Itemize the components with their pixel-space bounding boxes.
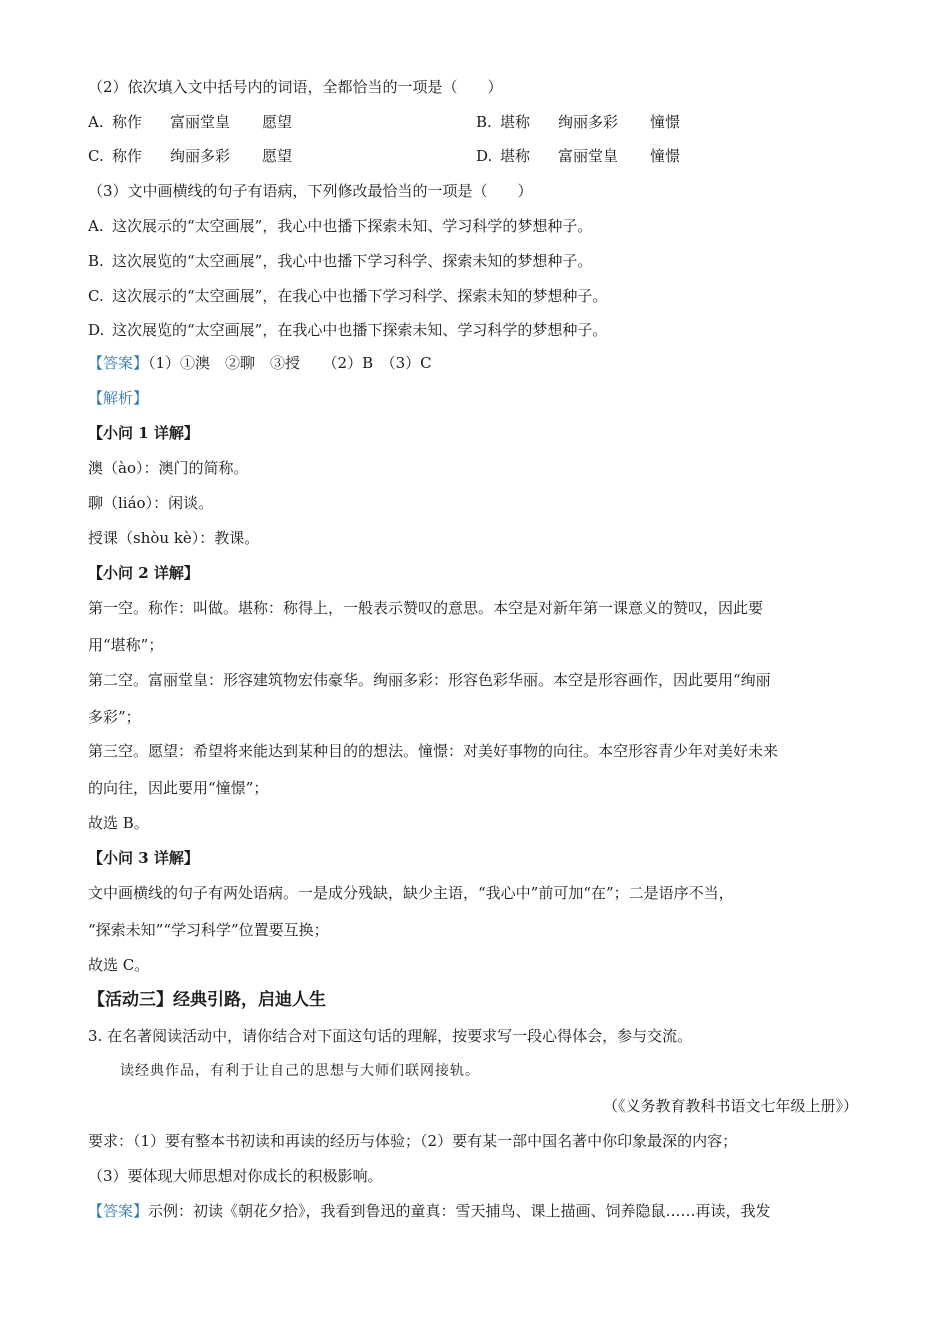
sub2-line: 的向往，因此要用“憧憬”； xyxy=(88,779,269,797)
activity3-heading: 【活动三】经典引路，启迪人生 xyxy=(88,990,326,1010)
sub1-line: 聊（liáo）：闲谈。 xyxy=(88,494,214,512)
answer-text: （1）①澳 ②聊 ③授 （2）B （3）C xyxy=(148,354,432,372)
sub1-line: 授课（shòu kè）：教课。 xyxy=(88,529,260,547)
activity3-question: 3. 在名著阅读活动中，请你结合对下面这句话的理解，按要求写一段心得体会，参与交流。 xyxy=(88,1027,693,1045)
activity3-requirement-1: 要求：（1）要有整本书初读和再读的经历与体验；（2）要有某一部中国名著中你印象最深的内容； xyxy=(88,1132,738,1150)
analysis-tag: 【解析】 xyxy=(88,389,149,407)
sub3-line: “探索未知”“学习科学”位置要互换； xyxy=(88,921,329,939)
activity3-source: （《义务教育教科书语文七年级上册》） xyxy=(602,1097,858,1115)
q2-stem: （2）依次填入文中括号内的词语，全都恰当的一项是（ ） xyxy=(88,78,503,96)
sub2-line: 故选 B。 xyxy=(88,814,149,832)
answer-tag: 【答案】 xyxy=(88,354,149,372)
activity3-answer xyxy=(88,1200,771,1222)
sub2-line: 第一空。称作：叫做。堪称：称得上，一般表示赞叹的意思。本空是对新年第一课意义的赞叹，因此要 xyxy=(88,599,764,617)
activity3-requirement-2: （3）要体现大师思想对你成长的积极影响。 xyxy=(88,1167,383,1185)
answer-line xyxy=(88,352,432,374)
activity3-quote: 读经典作品，有利于让自己的思想与大师们联网接轨。 xyxy=(120,1063,480,1079)
sub2-line: 第三空。愿望：希望将来能达到某种目的的想法。憧憬：对美好事物的向往。本空形容青少年对美好未来 xyxy=(88,742,779,760)
q3-option-a: A. 这次展示的“太空画展”，我心中也播下探索未知、学习科学的梦想种子。 xyxy=(88,217,593,235)
sub3-title: 【小问 3 详解】 xyxy=(88,849,199,867)
q3-option-b: B. 这次展览的“太空画展”，我心中也播下学习科学、探索未知的梦想种子。 xyxy=(88,252,593,270)
q2-option-c: C. 称作 绚丽多彩 愿望 xyxy=(88,147,293,165)
sub1-line: 澳（ào）：澳门的简称。 xyxy=(88,459,249,477)
q3-option-c: C. 这次展示的“太空画展”，在我心中也播下学习科学、探索未知的梦想种子。 xyxy=(88,287,608,305)
sub2-line: 多彩”； xyxy=(88,708,141,726)
sub3-line: 文中画横线的句子有两处语病。一是成分残缺，缺少主语，“我心中”前可加“在”；二是语序不当， xyxy=(88,884,734,902)
sub2-line: 用“堪称”； xyxy=(88,636,164,654)
sub2-title: 【小问 2 详解】 xyxy=(88,564,199,582)
q3-option-d: D. 这次展览的“太空画展”，在我心中也播下探索未知、学习科学的梦想种子。 xyxy=(88,321,608,339)
sub2-line: 第二空。富丽堂皇：形容建筑物宏伟豪华。绚丽多彩：形容色彩华丽。本空是形容画作，因此要用“绚丽 xyxy=(88,671,771,689)
q2-option-a: A. 称作 富丽堂皇 愿望 xyxy=(88,113,293,131)
sub3-line: 故选 C。 xyxy=(88,956,150,974)
q2-option-d: D. 堪称 富丽堂皇 憧憬 xyxy=(476,147,681,165)
answer-text: 示例：初读《朝花夕拾》，我看到鲁迅的童真：雪天捕鸟、课上描画、饲养隐鼠……再读，我发 xyxy=(148,1202,771,1220)
sub1-title: 【小问 1 详解】 xyxy=(88,424,199,442)
q3-stem: （3）文中画横线的句子有语病，下列修改最恰当的一项是（ ） xyxy=(88,182,533,200)
answer-tag: 【答案】 xyxy=(88,1202,149,1220)
q2-option-b: B. 堪称 绚丽多彩 憧憬 xyxy=(476,113,681,131)
